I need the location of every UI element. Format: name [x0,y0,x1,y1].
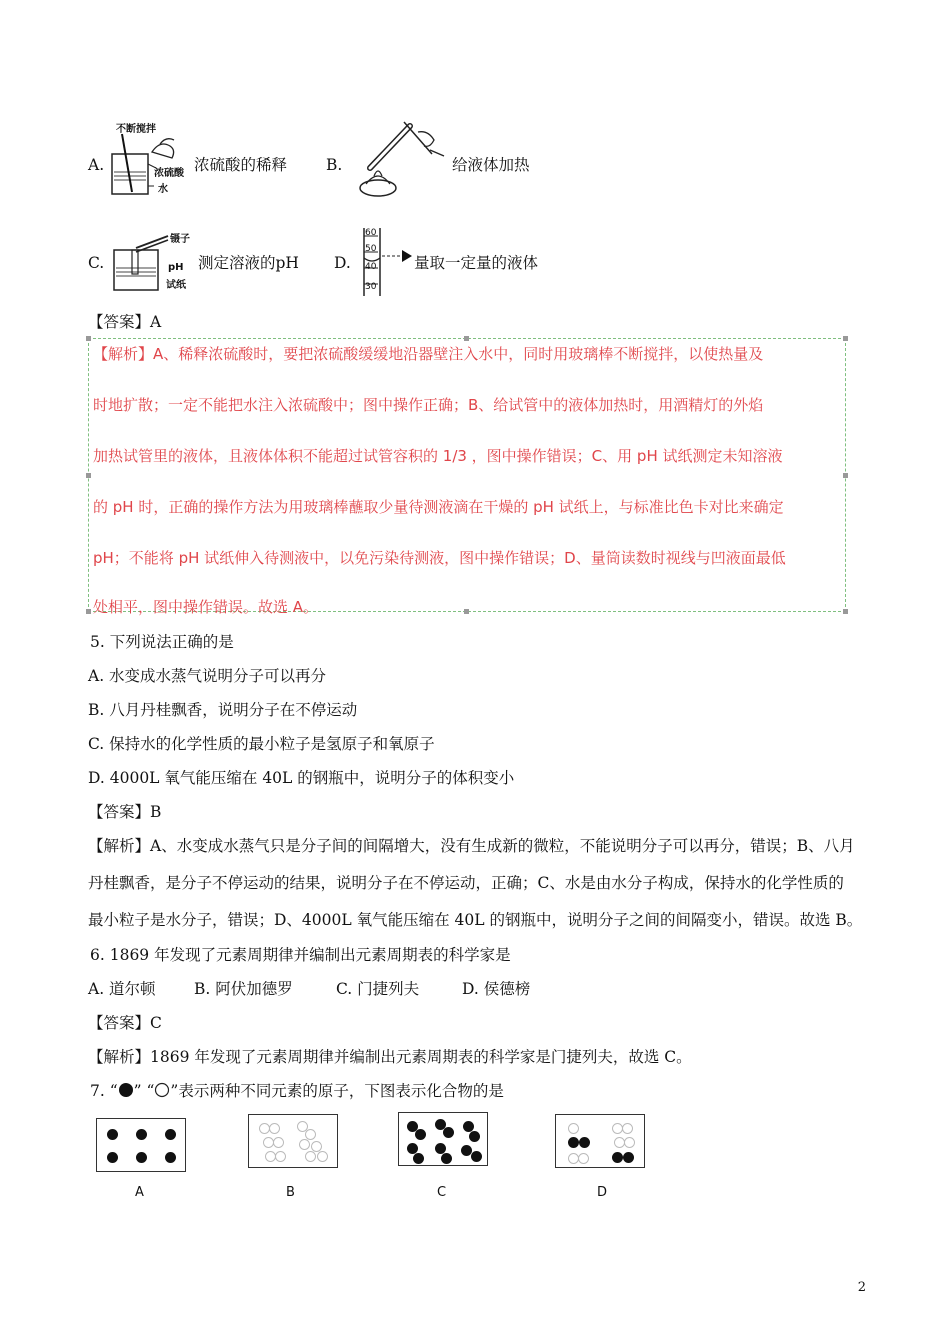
white-atom [624,1137,635,1148]
black-atom [165,1129,176,1140]
black-atom [471,1151,482,1162]
q4-analysis-line: 的 pH 时，正确的操作方法为用玻璃棒蘸取少量待测液滴在干燥的 pH 试纸上，与标准比色卡对比来确定 [93,498,784,516]
page-number: 2 [857,1280,866,1295]
white-atom [305,1129,316,1140]
option-b-caption: 给液体加热 [452,156,530,174]
q7-box-a [96,1118,186,1172]
option-d-caption: 量取一定量的液体 [414,254,539,272]
q5-option-c: C. 保持水的化学性质的最小粒子是氢原子和氧原子 [88,735,435,753]
q5-option-d: D. 4000L 氧气能压缩在 40L 的钢瓶中，说明分子的体积变小 [88,769,515,787]
tick-30: 30 [365,282,377,292]
tick-40: 40 [365,262,377,272]
white-atom [299,1139,310,1150]
q7-label-d: D [597,1185,608,1200]
paper-label: 试纸 [166,280,186,291]
q5-answer: 【答案】B [88,803,162,821]
q5-analysis-line: 丹桂飘香，是分子不停运动的结果，说明分子在不停运动，正确；C、水是由水分子构成，保持水的化学性质的 [88,874,844,892]
q7-stem-suffix: ”表示两种不同元素的原子，下图表示化合物的是 [170,1082,504,1100]
black-atom [413,1153,424,1164]
q5-analysis-line: 【解析】A、水变成水蒸气只是分子间的间隔增大，没有生成新的微粒，不能说明分子可以再分，错误；B、八月 [88,837,855,855]
stir-label: 不断搅拌 [116,124,156,135]
white-atom [578,1153,589,1164]
white-atom [317,1151,328,1162]
resize-handle[interactable] [843,336,848,341]
q4-answer: 【答案】A [88,313,162,331]
q6-stem: 6. 1869 年发现了元素周期律并编制出元素周期表的科学家是 [90,946,511,964]
q7-stem [90,1081,504,1103]
ph-test-figure [110,228,196,294]
resize-handle[interactable] [86,336,91,341]
resize-handle[interactable] [86,473,91,478]
q4-analysis-line: 加热试管里的液体，且液体体积不能超过试管容积的 1/3 ，图中操作错误；C、用 pH 试纸测定未知溶液 [93,447,783,465]
heating-figure [348,112,448,200]
cylinder-figure [358,226,414,298]
q7-label-c: C [437,1185,447,1200]
q7-label-a: A [135,1185,144,1200]
black-atom [443,1127,454,1138]
resize-handle[interactable] [464,336,469,341]
q4-analysis-line: 【解析】A、稀释浓硫酸时，要把浓硫酸缓缓地沿器壁注入水中，同时用玻璃棒不断搅拌，以使热量及 [93,345,764,363]
black-atom [441,1153,452,1164]
resize-handle[interactable] [843,473,848,478]
option-a-letter: A. [88,156,105,174]
tick-50: 50 [365,244,377,254]
black-atom [107,1129,118,1140]
black-atom [136,1152,147,1163]
black-atom [107,1152,118,1163]
q5-option-a: A. 水变成水蒸气说明分子可以再分 [88,667,327,685]
resize-handle[interactable] [843,609,848,614]
black-atom [612,1152,623,1163]
black-atom [136,1129,147,1140]
tick-60: 60 [365,228,377,238]
q6-option-c: C. 门捷列夫 [336,980,420,998]
q5-option-b: B. 八月丹桂飘香，说明分子在不停运动 [88,701,358,719]
q7-box-c [398,1112,488,1166]
tweezers-label: 镊子 [170,234,190,245]
black-atom [165,1152,176,1163]
black-atom [579,1137,590,1148]
white-atom [275,1151,286,1162]
q4-analysis-line: pH；不能将 pH 试纸伸入待测液中，以免污染待测液，图中操作错误；D、量筒读数时视线与凹液面最低 [93,549,786,567]
q6-option-d: D. 侯德榜 [462,980,531,998]
q4-analysis-box[interactable] [88,338,846,616]
q7-stem-prefix: 7. “ [90,1082,118,1100]
option-d-letter: D. [334,254,351,272]
black-atom [623,1152,634,1163]
q7-box-b [248,1114,338,1168]
q6-analysis: 【解析】1869 年发现了元素周期律并编制出元素周期表的科学家是门捷列夫，故选 C。 [88,1048,692,1066]
white-atom [269,1123,280,1134]
option-c-letter: C. [88,254,105,272]
option-a-caption: 浓硫酸的稀释 [194,156,288,174]
black-atom [469,1131,480,1142]
water-label: 水 [158,184,168,195]
q4-analysis-line: 处相平，图中操作错误。故选 A。 [93,598,319,616]
white-atom [568,1123,579,1134]
ph-label: pH [168,262,184,273]
option-c-caption: 测定溶液的pH [198,254,299,272]
white-atom [622,1123,633,1134]
white-atom [305,1151,316,1162]
q7-stem-mid: ” “ [133,1082,155,1100]
resize-handle[interactable] [464,609,469,614]
white-atom [273,1137,284,1148]
q7-box-d [555,1114,645,1168]
dilution-figure [108,120,194,200]
q4-analysis-line: 时地扩散；一定不能把水注入浓硫酸中；图中操作正确；B、给试管中的液体加热时，用酒精灯的外焰 [93,396,764,414]
q5-analysis-line: 最小粒子是水分子，错误；D、4000L 氧气能压缩在 40L 的钢瓶中，说明分子之间的间隔变小，错误。故选 B。 [88,911,863,929]
q5-stem: 5. 下列说法正确的是 [90,633,234,651]
black-atom [568,1137,579,1148]
q6-option-b: B. 阿伏加德罗 [194,980,293,998]
black-atom-icon [118,1082,134,1103]
acid-label: 浓硫酸 [154,168,184,179]
q7-label-b: B [286,1185,295,1200]
white-atom-icon [154,1082,170,1103]
option-b-letter: B. [326,156,343,174]
q6-answer: 【答案】C [88,1014,162,1032]
resize-handle[interactable] [86,609,91,614]
q6-option-a: A. 道尔顿 [88,980,156,998]
black-atom [415,1129,426,1140]
